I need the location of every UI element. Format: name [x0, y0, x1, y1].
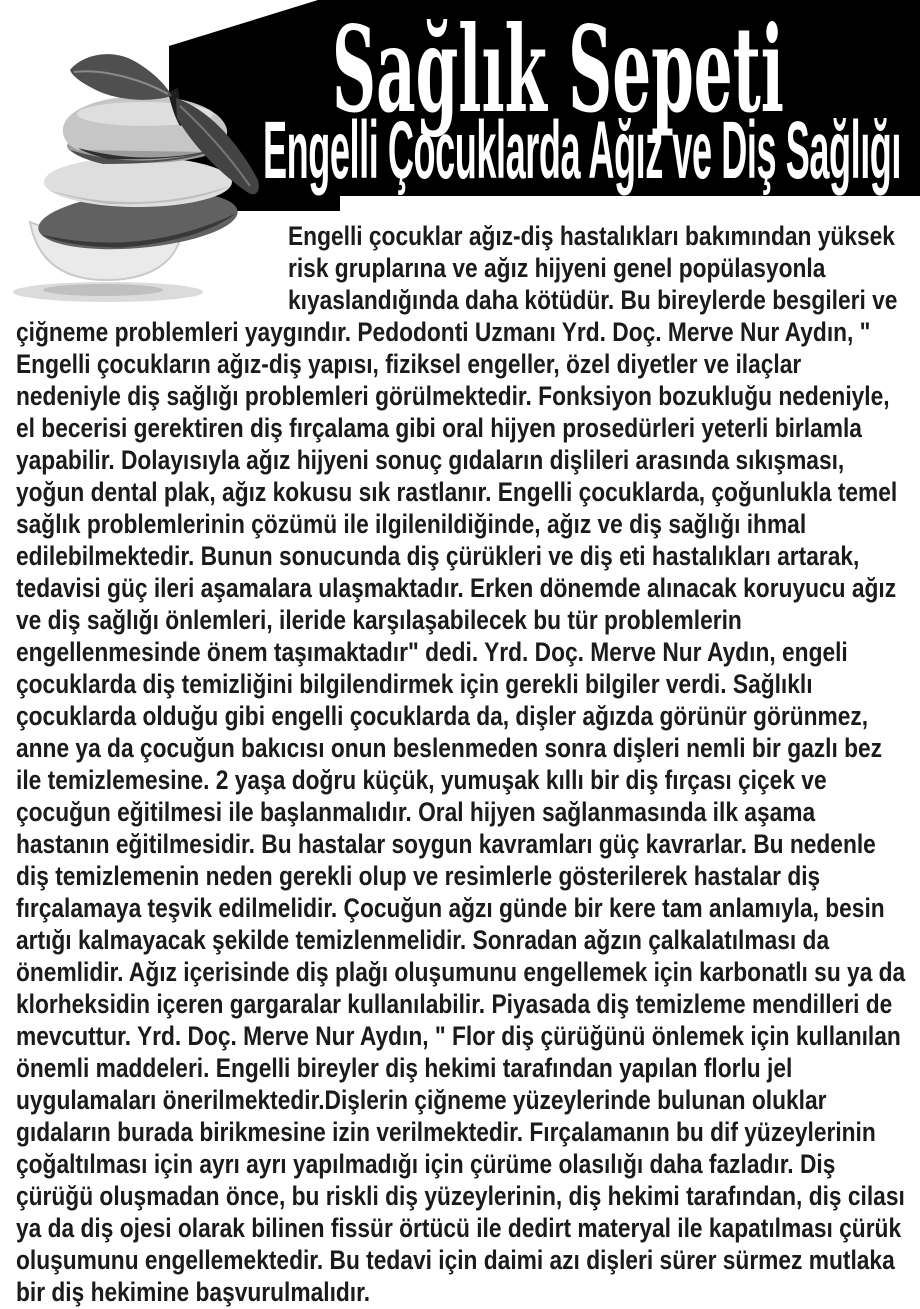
stacked-fruit-slices-photo-icon	[8, 40, 268, 330]
article-line: anne ya da çocuğun bakıcısı onun beslenmeden sonra dişleri nemli bir gazlı bez	[16, 733, 883, 763]
article-line: çocuğun eğitilmesi ile başlanmalıdır. Oral hijyen sağlanmasında ilk aşama	[16, 797, 816, 827]
article-line: nedeniyle diş sağlığı problemleri görülmektedir. Fonksiyon bozukluğu nedeniyle,	[16, 381, 890, 411]
article-line: ya da diş ojesi olarak bilinen fissür örtücü ile dedirt materyal ile kapatılması çürük	[16, 1213, 902, 1243]
page-subtitle: Engelli Çocuklarda Ağız ve Diş Sağlığı	[263, 105, 902, 196]
article-line: önemlidir. Ağız içerisinde diş plağı oluşumunu engellemek için karbonatlı su ya da	[16, 957, 906, 987]
article-line: mevcuttur. Yrd. Doç. Merve Nur Aydın, " Flor diş çürüğünü önlemek için kullanılan	[16, 1021, 901, 1051]
article-line: bir diş hekimine başvurulmalıdır.	[16, 1277, 371, 1307]
article-line: fırçalamaya teşvik edilmelidir. Çocuğun ağzı günde bir kere tam anlamıyla, besin	[16, 893, 885, 923]
fruit-slice-pale	[44, 157, 232, 207]
apple-leaf-left	[70, 54, 172, 100]
article-line: klorheksidin içeren gargaralar kullanılabilir. Piyasada diş temizleme mendilleri de	[16, 989, 893, 1019]
article-line: ile temizlemesine. 2 yaşa doğru küçük, yumuşak kıllı bir diş fırçası çiçek ve	[16, 765, 827, 795]
article-line: çoğaltılması için ayrı ayrı yapılmadığı için çürüme olasılığı daha fazladır. Diş	[16, 1149, 836, 1179]
fruit-shadow-dark	[43, 284, 163, 296]
article-line: çocuklarda olduğu gibi engelli çocuklarda da, dişler ağızda görünür görünmez,	[16, 701, 869, 731]
article-line: hastanın eğitilmesidir. Bu hastalar soygun kavramları güç kavrarlar. Bu nedenle	[16, 829, 876, 859]
article-line: çiğneme problemleri yaygındır. Pedodonti Uzmanı Yrd. Doç. Merve Nur Aydın, "	[16, 317, 871, 347]
article-line: artığı kalmayacak şekilde temizlenmelidir. Sonradan ağzın çalkalatılması da	[16, 925, 830, 955]
article-line: ve diş sağlığı önlemleri, ileride karşılaşabilecek bu tür problemlerin	[16, 605, 742, 635]
article-line: oluşumunu engellemektedir. Bu tedavi için daimi azı dişleri sürer sürmez mutlaka	[16, 1245, 895, 1275]
article-line: önemli maddeleri. Engelli bireyler diş hekimi tarafından yapılan florlu jel	[16, 1053, 793, 1083]
article-line: el becerisi gerektiren diş fırçalama gibi oral hijyen prosedürleri yeterli birlamla	[16, 413, 862, 443]
article-line: gıdaların burada birikmesine izin verilmektedir. Fırçalamanın bu dif yüzeylerinin	[16, 1117, 876, 1147]
article-line: yapabilir. Dolayısıyla ağız hijyeni sonuç gıdaların dişlileri arasında sıkışması,	[16, 445, 845, 475]
article-body	[16, 220, 905, 1308]
article-line: tedavisi güç ileri aşamalara ulaşmaktadır. Erken dönemde alınacak koruyucu ağız	[16, 573, 897, 603]
article-line: yoğun dental plak, ağız kokusu sık rastlanır. Engelli çocuklarda, çoğunlukla temel	[16, 477, 898, 507]
article-line: kıyaslandığında daha kötüdür. Bu bireylerde besgileri ve	[288, 285, 898, 315]
article-line: uygulamaları önerilmektedir.Dişlerin çiğneme yüzeylerinde bulunan oluklar	[16, 1085, 827, 1115]
article-line: sağlık problemlerinin çözümü ile ilgilenildiğinde, ağız ve diş sağlığı ihmal	[16, 509, 807, 539]
article-line: diş temizlemenin neden gerekli olup ve resimlerle gösterilerek hastalar diş	[16, 861, 821, 891]
article-line: Engelli çocuklar ağız-diş hastalıkları bakımından yüksek	[288, 221, 895, 251]
article-line: Engelli çocukların ağız-diş yapısı, fiziksel engeller, özel diyetler ve ilaçlar	[16, 349, 802, 379]
article-line: engellenmesinde önem taşımaktadır" dedi. Yrd. Doç. Merve Nur Aydın, engeli	[16, 637, 848, 667]
article-line: risk gruplarına ve ağız hijyeni genel popülasyonla	[288, 253, 826, 283]
page-title: Sağlık Sepeti	[332, 0, 784, 139]
article-line: çürüğü oluşmadan önce, bu riskli diş yüzeylerinin, diş hekimi tarafından, diş cilası	[16, 1181, 905, 1211]
article-line: çocuklarda diş temizliğini bilgilendirmek için gerekli bilgiler verdi. Sağlıklı	[16, 669, 813, 699]
article-line: edilebilmektedir. Bunun sonucunda diş çürükleri ve diş eti hastalıkları artarak,	[16, 541, 860, 571]
